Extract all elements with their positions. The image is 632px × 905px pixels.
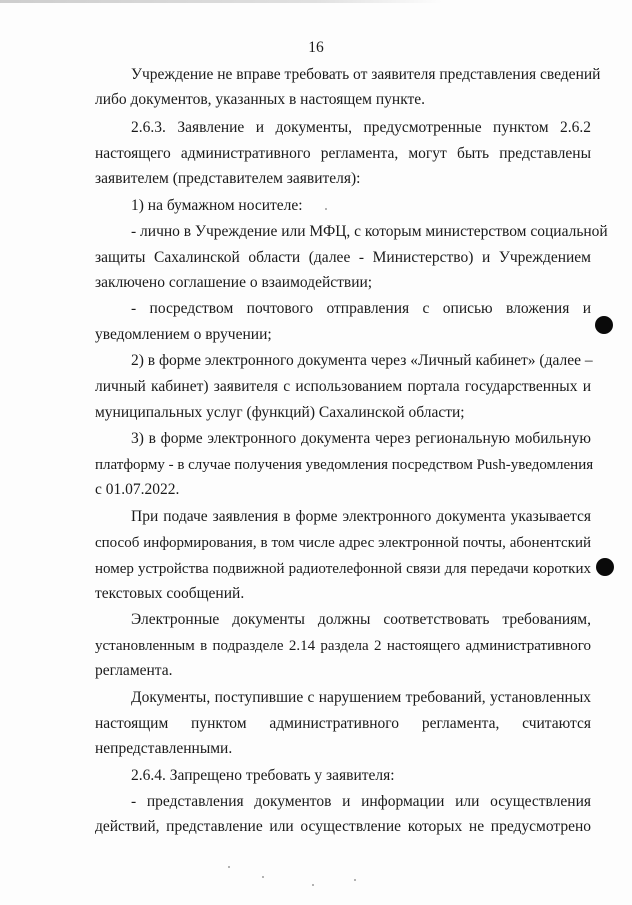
text-line: Электронные документы должны соответствовать требованиям, xyxy=(131,611,591,628)
text-line: уведомлением о вручении; xyxy=(95,326,272,343)
text-line: Документы, поступившие с нарушением требований, установленных xyxy=(131,689,591,706)
text-line: установленным в подразделе 2.14 раздела 2 настоящего административного xyxy=(95,638,591,654)
scan-speck xyxy=(312,884,314,886)
text-line: настоящего административного регламента, могут быть представлены xyxy=(95,145,591,162)
punch-hole xyxy=(596,558,614,576)
scan-speck xyxy=(228,866,230,868)
text-line: - лично в Учреждение или МФЦ, с которым министерством социальной xyxy=(131,223,608,240)
text-line: действий, представление или осуществление которых не предусмотрено xyxy=(95,818,591,835)
page-number: 16 xyxy=(308,39,324,56)
scan-speck xyxy=(325,208,327,210)
text-line: 3) в форме электронного документа через региональную мобильную xyxy=(131,430,591,447)
text-line: защиты Сахалинской области (далее - Министерство) и Учреждением xyxy=(95,249,591,266)
text-line: При подаче заявления в форме электронного документа указывается xyxy=(131,508,591,525)
text-line: муниципальных услуг (функций) Сахалинской области; xyxy=(95,404,465,421)
punch-hole xyxy=(595,316,613,334)
text-line: настоящим пунктом административного регламента, считаются xyxy=(95,715,591,732)
text-line: с 01.07.2022. xyxy=(95,481,180,498)
text-line: - представления документов и информации или осуществления xyxy=(131,793,591,810)
text-line: номер устройства подвижной радиотелефонной связи для передачи коротких xyxy=(95,561,591,577)
text-line: Учреждение не вправе требовать от заявителя представления сведений xyxy=(131,66,601,83)
text-line: 2) в форме электронного документа через «Личный кабинет» (далее – xyxy=(131,352,593,369)
text-line: непредставленными. xyxy=(95,740,233,757)
text-line: 2.6.4. Запрещено требовать у заявителя: xyxy=(131,767,395,784)
text-line: регламента. xyxy=(95,662,173,679)
text-line: заключено соглашение о взаимодействии; xyxy=(95,274,373,291)
text-line: заявителем (представителем заявителя): xyxy=(95,170,361,187)
text-line: текстовых сообщений. xyxy=(95,585,245,602)
scan-speck xyxy=(262,876,264,878)
text-line: 2.6.3. Заявление и документы, предусмотренные пунктом 2.6.2 xyxy=(131,119,591,136)
text-line: платформу - в случае получения уведомления посредством Push-уведомления xyxy=(95,457,594,473)
text-line: либо документов, указанных в настоящем пункте. xyxy=(95,91,426,108)
scan-edge-shadow xyxy=(0,0,632,3)
text-line: 1) на бумажном носителе: xyxy=(131,197,303,214)
text-line: - посредством почтового отправления с описью вложения и xyxy=(131,300,591,317)
scan-speck xyxy=(354,879,356,881)
text-line: способ информирования, в том числе адрес электронной почты, абонентский xyxy=(95,535,591,551)
text-line: личный кабинет) заявителя с использованием портала государственных и xyxy=(95,378,591,395)
